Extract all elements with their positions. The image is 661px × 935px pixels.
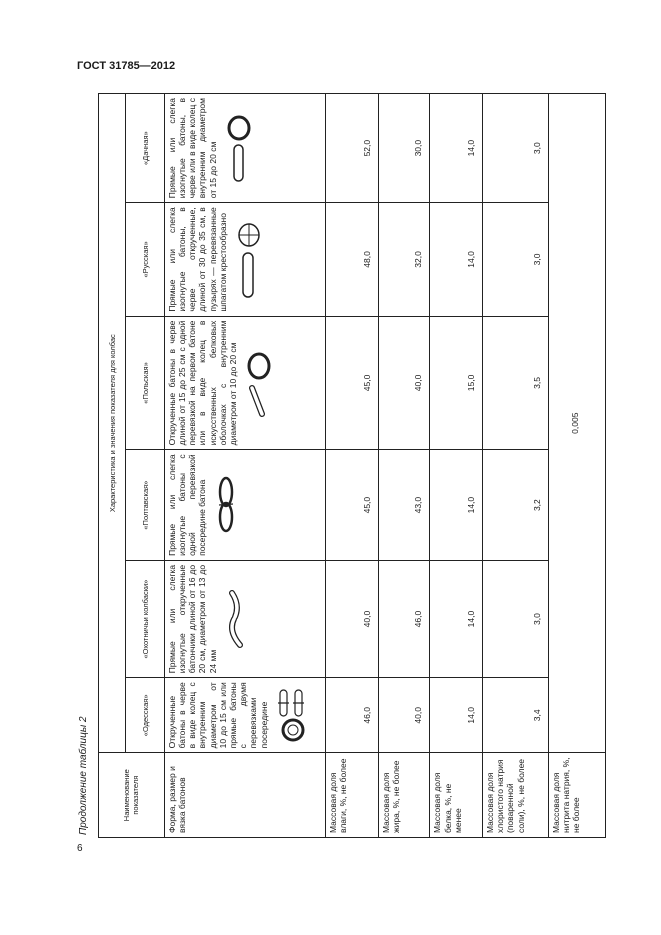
table-row <box>326 94 379 838</box>
cell-protein-polskaya: 15,0 <box>430 316 483 450</box>
table-row <box>548 94 605 838</box>
cell-fat-russkaya: 32,0 <box>378 203 430 316</box>
shape-description: Прямые или слегка изогнутые открученные батончики длиной от 16 до 20 см, диаметром от 13 до 24 мм <box>166 564 218 674</box>
shape-description: Прямые или слегка изогнутые батоны с одной перевязкой посередине батона <box>166 454 208 556</box>
cell-fat-dachnaya: 30,0 <box>378 94 430 203</box>
table-row <box>483 94 549 838</box>
row-name-fat: Массовая доля жира, %, не более <box>378 753 430 838</box>
table-row <box>378 94 430 838</box>
row-name-shape: Форма, размер и вязка батонов <box>164 753 325 838</box>
cell-protein-odesskaya: 14,0 <box>430 678 483 753</box>
cell-salt-odesskaya: 3,4 <box>483 678 549 753</box>
cell-shape-odesskaya <box>164 678 325 753</box>
cell-shape-poltavskaya <box>164 450 325 561</box>
col-header-odesskaya: «Одесская» <box>126 678 164 753</box>
table-continuation-label: Продолжение таблицы 2 <box>78 716 89 835</box>
col-header-polskaya: «Польская» <box>126 316 164 450</box>
cell-shape-dachnaya <box>164 94 325 203</box>
shape-description: Прямые или слегка изогнутые батоны, в черве открученные, длиной от 30 до 35 см, в пузырях — перевязанные шпагатом крестообразно <box>166 207 228 312</box>
cell-protein-poltavskaya: 14,0 <box>430 450 483 561</box>
cell-moisture-okhotnichi: 40,0 <box>326 560 379 677</box>
document-header: ГОСТ 31785—2012 <box>77 60 176 72</box>
cell-moisture-russkaya: 48,0 <box>326 203 379 316</box>
cell-fat-odesskaya: 40,0 <box>378 678 430 753</box>
cell-shape-russkaya <box>164 203 325 316</box>
cell-salt-okhotnichi: 3,0 <box>483 560 549 677</box>
sausage-straight-and-ring-illustration <box>224 113 254 183</box>
cell-moisture-dachnaya: 52,0 <box>326 94 379 203</box>
sausage-characteristics-table <box>98 93 606 838</box>
cell-protein-russkaya: 14,0 <box>430 203 483 316</box>
cell-protein-okhotnichi: 14,0 <box>430 560 483 677</box>
name-column-header: Наименование показателя <box>99 753 165 838</box>
cell-protein-dachnaya: 14,0 <box>430 94 483 203</box>
cell-salt-russkaya: 3,0 <box>483 203 549 316</box>
cell-moisture-poltavskaya: 45,0 <box>326 450 379 561</box>
cell-fat-okhotnichi: 46,0 <box>378 560 430 677</box>
col-header-dachnaya: «Дачная» <box>126 94 164 203</box>
cell-moisture-polskaya: 45,0 <box>326 316 379 450</box>
cell-fat-polskaya: 40,0 <box>378 316 430 450</box>
page-number: 6 <box>77 843 83 854</box>
table-row <box>164 94 325 838</box>
row-name-salt: Массовая доля хлористого натрия (поваренной соли), %, не более <box>483 753 549 838</box>
cell-shape-okhotnichi <box>164 560 325 677</box>
sausage-ring-and-links-illustration <box>275 686 309 744</box>
cell-fat-poltavskaya: 43,0 <box>378 450 430 561</box>
shape-description: Открученные батоны в черве в виде колец с внутренним диаметром от 10 до 15 см или прямые батоны с двумя перевязками посередине <box>166 682 269 749</box>
col-header-okhotnichi: «Охотничьи колбаски» <box>126 560 164 677</box>
sausage-with-tie-illustration <box>214 475 238 535</box>
shape-description: Прямые или слегка изогнутые батоны, в черве или в виде колец с внутренним диаметром от 15 до 20 см <box>166 98 218 199</box>
rotated-table-container <box>98 93 606 838</box>
sausage-and-bladder-illustration <box>234 219 264 299</box>
table-row <box>430 94 483 838</box>
cell-nitrite-merged: 0,005 <box>548 94 605 753</box>
group-header: Характеристика и значения показателя для колбас <box>99 94 126 753</box>
col-header-russkaya: «Русская» <box>126 203 164 316</box>
row-name-moisture: Массовая доля влаги, %, не более <box>326 753 379 838</box>
cell-shape-polskaya <box>164 316 325 450</box>
row-name-nitrite: Массовая доля нитрита натрия, %, не более <box>548 753 605 838</box>
cell-moisture-odesskaya: 46,0 <box>326 678 379 753</box>
shape-description: Открученные батоны в черве длиной от 15 до 25 см с одной перевязкой на первом батоне или в виде колец в искусственных белковых оболочках с внутренним диаметром от 10 до 20 см <box>166 320 238 446</box>
sausage-links-illustration <box>224 589 248 649</box>
cell-salt-polskaya: 3,5 <box>483 316 549 450</box>
cell-salt-poltavskaya: 3,2 <box>483 450 549 561</box>
row-name-protein: Массовая доля белка, %, не менее <box>430 753 483 838</box>
cell-salt-dachnaya: 3,0 <box>483 94 549 203</box>
sausage-ring-and-link-illustration <box>244 348 274 418</box>
col-header-poltavskaya: «Полтавская» <box>126 450 164 561</box>
